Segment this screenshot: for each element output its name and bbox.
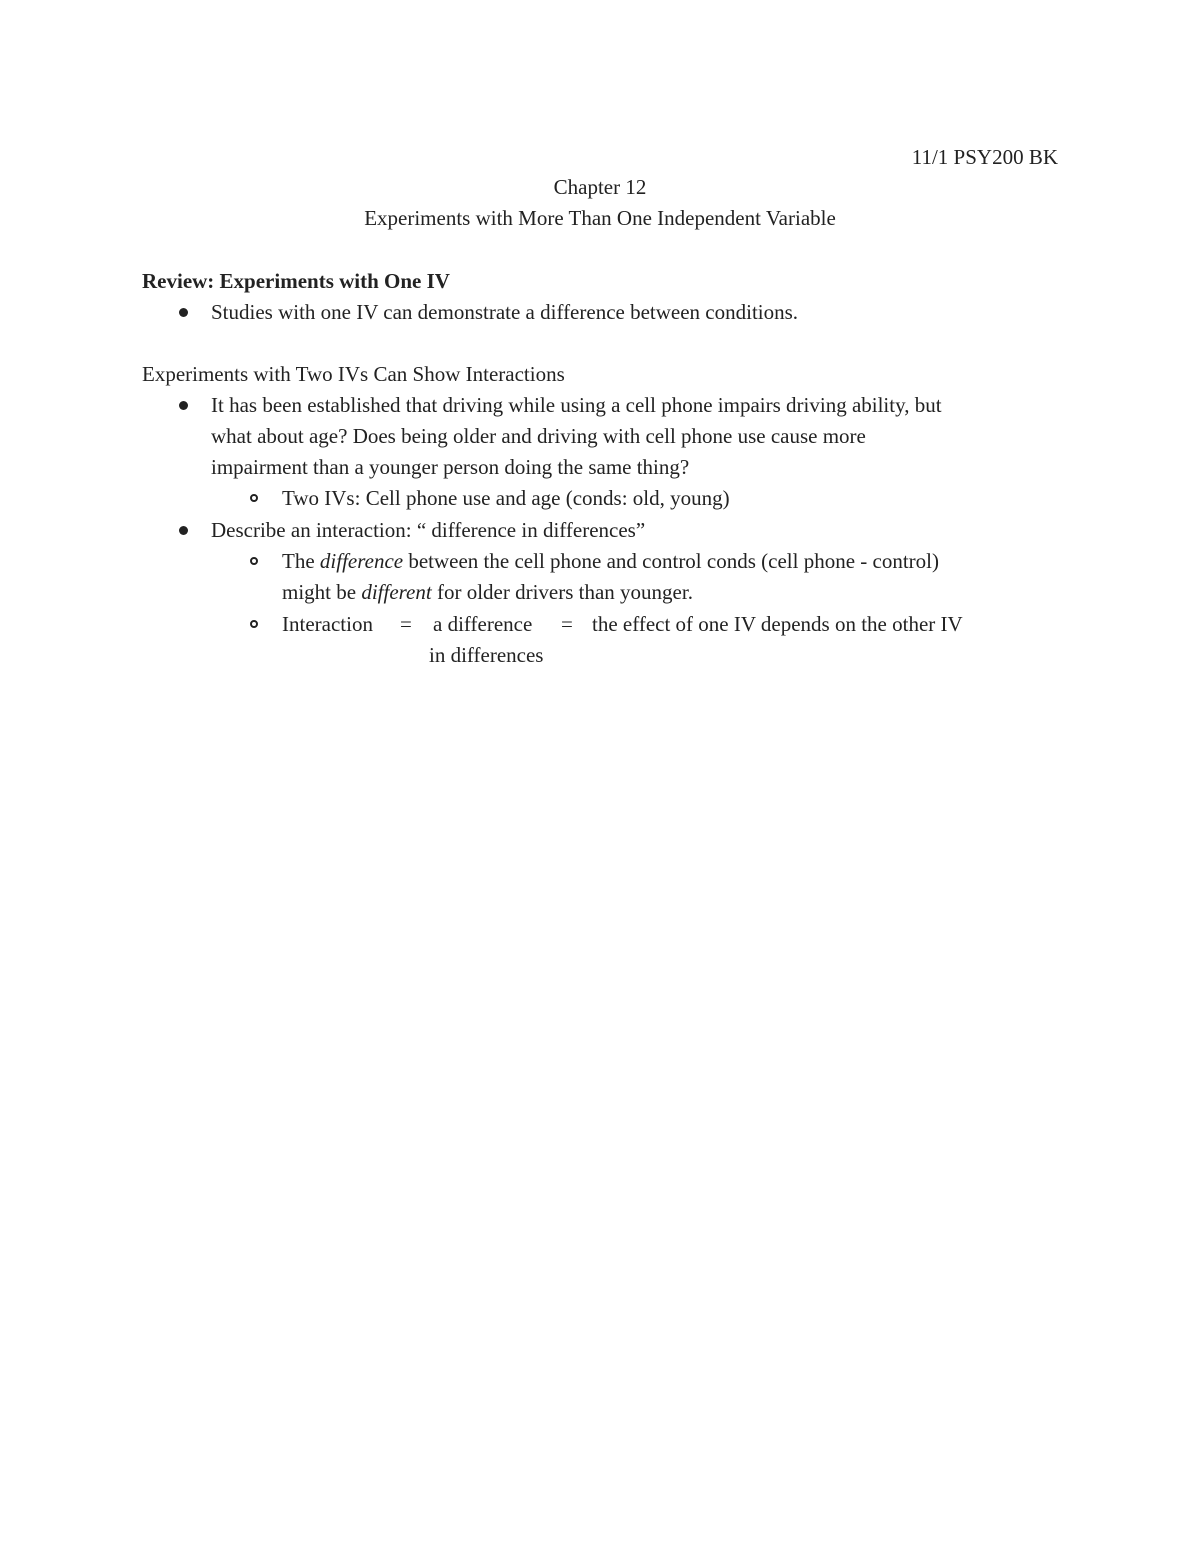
- text-span: between the cell phone and control conds (cell phone - control): [403, 549, 939, 573]
- sub-bullet-two-ivs: Two IVs: Cell phone use and age (conds: old, young): [282, 486, 730, 510]
- review-bullet-1: Studies with one IV can demonstrate a difference between conditions.: [211, 300, 799, 324]
- bullet-dot-icon: [179, 308, 188, 317]
- bullet-2-text: Describe an interaction: “ difference in differences”: [211, 518, 646, 542]
- chapter-subtitle: Experiments with More Than One Independent Variable: [364, 206, 836, 230]
- equals-sign-1: =: [400, 612, 412, 636]
- interaction-term: Interaction: [282, 612, 373, 636]
- course-info: 11/1 PSY200 BK: [911, 145, 1058, 169]
- bullet-1-line-1: It has been established that driving while using a cell phone impairs driving ability, but: [211, 393, 942, 417]
- review-heading: Review: Experiments with One IV: [142, 269, 450, 293]
- bullet-circle-icon: [250, 557, 258, 565]
- bullet-dot-icon: [179, 401, 188, 410]
- text-span: might be: [282, 580, 362, 604]
- bullet-1-line-3: impairment than a younger person doing the same thing?: [211, 455, 690, 479]
- interaction-middle-line-2: in differences: [429, 643, 544, 667]
- bullet-1-line-2: what about age? Does being older and driving with cell phone use cause more: [211, 424, 866, 448]
- interaction-middle: a difference: [433, 612, 533, 636]
- bullet-dot-icon: [179, 526, 188, 535]
- sub-bullet-difference-line-1: [282, 546, 939, 577]
- sub-bullet-difference-line-2: [282, 577, 693, 608]
- bullet-circle-icon: [250, 620, 258, 628]
- italic-different: different: [361, 580, 432, 604]
- text-span: for older drivers than younger.: [431, 580, 693, 604]
- bullet-circle-icon: [250, 494, 258, 502]
- text-span: The: [282, 549, 320, 573]
- interaction-right: the effect of one IV depends on the other IV: [592, 612, 963, 636]
- italic-difference: difference: [319, 549, 404, 573]
- equals-sign-2: =: [561, 612, 573, 636]
- section-heading: Experiments with Two IVs Can Show Interactions: [142, 362, 565, 386]
- chapter-title: Chapter 12: [553, 175, 647, 199]
